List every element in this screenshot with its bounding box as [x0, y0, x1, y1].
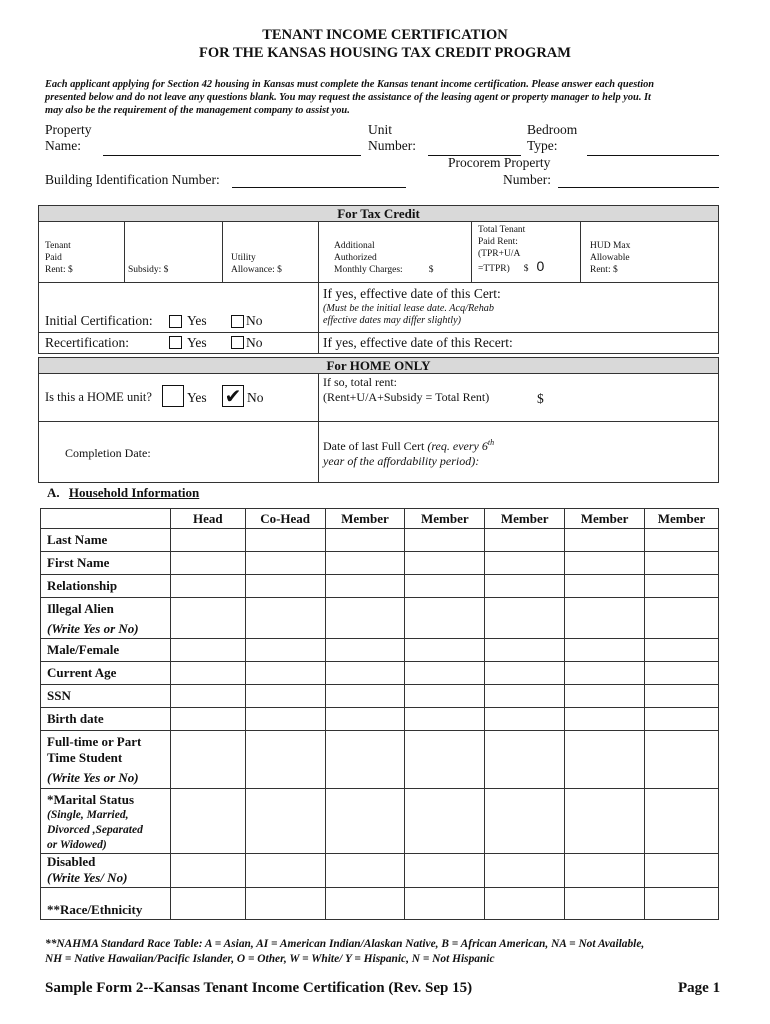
bedroom-type-field[interactable]	[587, 155, 719, 156]
household-cell[interactable]	[485, 731, 565, 789]
divider	[38, 421, 719, 422]
household-cell[interactable]	[325, 685, 405, 708]
row-label: **Race/Ethnicity	[41, 888, 171, 920]
table-row	[41, 639, 719, 662]
household-cell[interactable]	[645, 789, 719, 854]
section-title: Household Information	[68, 485, 200, 500]
note-line: (Must be the initial lease date. Acq/Rehab	[323, 303, 494, 314]
row-label-text: Time Student	[47, 750, 123, 765]
form-title-line1: TENANT INCOME CERTIFICATION	[262, 27, 508, 43]
column-header: Member	[405, 509, 485, 529]
label: Date of last Full Cert	[323, 439, 428, 453]
household-cell[interactable]	[645, 888, 719, 920]
household-cell[interactable]	[245, 552, 325, 575]
section-letter: A.	[47, 485, 60, 500]
label: Monthly Charges:	[334, 265, 403, 275]
household-cell[interactable]	[170, 854, 245, 888]
household-cell[interactable]	[170, 552, 245, 575]
hud-max-rent-field[interactable]	[590, 240, 630, 276]
household-cell[interactable]	[405, 575, 485, 598]
household-cell[interactable]	[485, 888, 565, 920]
label: Utility	[231, 253, 256, 263]
household-cell[interactable]	[565, 888, 645, 920]
row-label	[41, 598, 171, 639]
household-cell[interactable]	[170, 789, 245, 854]
household-cell[interactable]	[485, 662, 565, 685]
label-italic: (req. every 6	[427, 439, 488, 453]
column-header: Co-Head	[245, 509, 325, 529]
household-cell[interactable]	[245, 854, 325, 888]
household-cell[interactable]	[325, 789, 405, 854]
household-cell[interactable]	[245, 529, 325, 552]
home-unit-yes-checkbox[interactable]	[162, 385, 184, 407]
initial-cert-no-checkbox[interactable]	[231, 315, 244, 328]
home-total-rent-formula: (Rent+U/A+Subsidy = Total Rent)	[323, 390, 490, 404]
row-label-text: Full-time or Part	[47, 734, 142, 749]
divider	[38, 332, 719, 333]
initial-cert-yes-checkbox[interactable]	[169, 315, 182, 328]
column-header: Head	[170, 509, 245, 529]
household-table	[40, 508, 719, 920]
household-cell[interactable]	[565, 662, 645, 685]
household-cell[interactable]	[565, 685, 645, 708]
recert-no-checkbox[interactable]	[231, 336, 244, 349]
row-label-header	[41, 509, 171, 529]
household-cell[interactable]	[485, 708, 565, 731]
household-cell[interactable]	[485, 552, 565, 575]
household-cell[interactable]	[325, 598, 405, 639]
household-cell[interactable]	[245, 708, 325, 731]
household-cell[interactable]	[325, 552, 405, 575]
home-unit-no-checkbox[interactable]: ✔	[222, 385, 244, 407]
household-cell[interactable]	[565, 598, 645, 639]
household-cell[interactable]	[245, 598, 325, 639]
household-cell[interactable]	[485, 598, 565, 639]
household-cell[interactable]	[170, 685, 245, 708]
column-header: Member	[565, 509, 645, 529]
utility-allowance-field[interactable]	[231, 252, 282, 276]
additional-charges-field[interactable]	[334, 240, 433, 276]
tenant-paid-rent-field[interactable]	[45, 240, 73, 276]
label: Additional	[334, 241, 375, 251]
label: Total Tenant	[478, 225, 526, 235]
intro-line: presented below and do not leave any questions blank. You may request the assistance of the leasing agent or property manager to help you. It	[45, 92, 651, 103]
household-cell[interactable]	[485, 639, 565, 662]
row-label: Birth date	[41, 708, 171, 731]
initial-cert-no-label: No	[246, 313, 263, 328]
row-label-text: *Marital Status	[47, 792, 135, 807]
household-cell[interactable]	[405, 662, 485, 685]
household-cell[interactable]	[170, 529, 245, 552]
divider	[38, 282, 719, 283]
label: Tenant	[45, 241, 71, 251]
recert-label: Recertification:	[45, 335, 129, 350]
household-cell[interactable]	[565, 552, 645, 575]
household-cell[interactable]	[645, 708, 719, 731]
tax-credit-header: For Tax Credit	[38, 205, 719, 222]
recert-yes-checkbox[interactable]	[169, 336, 182, 349]
household-cell[interactable]	[245, 731, 325, 789]
procorem-label-2: Number:	[503, 172, 551, 187]
table-row	[41, 854, 719, 888]
household-cell[interactable]	[645, 575, 719, 598]
row-label-note: (Write Yes/ No)	[47, 870, 128, 885]
footnote-line: **NAHMA Standard Race Table: A = Asian, AI = American Indian/Alaskan Native, B = African American, NA = Not Available,	[45, 938, 645, 950]
column-header: Member	[645, 509, 719, 529]
recert-effective-date-label: If yes, effective date of this Recert:	[323, 335, 513, 350]
row-label: Relationship	[41, 575, 171, 598]
recert-no-label: No	[246, 335, 263, 350]
row-label-note: Divorced ,Separated	[47, 824, 143, 836]
household-cell[interactable]	[485, 789, 565, 854]
note-line: effective dates may differ slightly)	[323, 315, 462, 326]
household-cell[interactable]	[485, 685, 565, 708]
household-cell[interactable]	[170, 662, 245, 685]
unit-number-label-2: Number:	[368, 138, 416, 153]
column-header: Member	[485, 509, 565, 529]
row-label: Male/Female	[41, 639, 171, 662]
table-row	[41, 731, 719, 789]
household-cell[interactable]	[245, 685, 325, 708]
row-label-note: or Widowed)	[47, 839, 107, 851]
table-row	[41, 888, 719, 920]
row-label	[41, 731, 171, 789]
intro-line: Each applicant applying for Section 42 housing in Kansas must complete the Kansas tenant income certification. Please answer each question	[45, 79, 655, 90]
race-table-footnote	[45, 937, 735, 967]
household-cell[interactable]	[565, 529, 645, 552]
superscript: th	[487, 438, 495, 447]
household-cell[interactable]	[485, 854, 565, 888]
household-cell[interactable]	[645, 639, 719, 662]
form-footer-name: Sample Form 2--Kansas Tenant Income Certification (Rev. Sep 15)	[45, 980, 473, 996]
home-unit-question: Is this a HOME unit?	[45, 390, 152, 404]
procorem-label: Procorem Property	[448, 155, 551, 170]
household-cell[interactable]	[325, 662, 405, 685]
total-rent-value: 0	[536, 258, 545, 274]
label: Authorized	[334, 253, 377, 263]
household-cell[interactable]	[645, 552, 719, 575]
table-row	[41, 552, 719, 575]
column-header: Member	[325, 509, 405, 529]
bedroom-type-label-2: Type:	[527, 138, 558, 153]
household-cell[interactable]	[325, 708, 405, 731]
household-cell[interactable]	[405, 888, 485, 920]
cert-effective-note	[323, 303, 494, 327]
dollar-sign: $	[428, 265, 434, 275]
table-row	[41, 708, 719, 731]
household-cell[interactable]	[485, 575, 565, 598]
household-cell[interactable]	[645, 731, 719, 789]
household-cell[interactable]	[170, 598, 245, 639]
household-cell[interactable]	[325, 888, 405, 920]
household-cell[interactable]	[245, 888, 325, 920]
household-section-title	[47, 485, 199, 501]
completion-date-label: Completion Date:	[65, 446, 151, 460]
divider	[580, 221, 581, 282]
row-label	[41, 789, 171, 854]
row-label: SSN	[41, 685, 171, 708]
initial-cert-label: Initial Certification:	[45, 313, 153, 328]
bin-label: Building Identification Number:	[45, 172, 220, 187]
household-cell[interactable]	[565, 639, 645, 662]
household-cell[interactable]	[565, 708, 645, 731]
household-cell[interactable]	[405, 685, 485, 708]
household-cell[interactable]	[405, 708, 485, 731]
household-cell[interactable]	[325, 731, 405, 789]
property-name-label: Property	[45, 122, 92, 137]
household-cell[interactable]	[170, 888, 245, 920]
household-cell[interactable]	[405, 854, 485, 888]
row-label	[41, 854, 171, 888]
household-cell[interactable]	[405, 529, 485, 552]
home-total-rent-dollar[interactable]: $	[537, 391, 544, 406]
label: =TTPR)	[478, 264, 510, 274]
recert-yes-label: Yes	[187, 335, 207, 350]
household-cell[interactable]	[405, 639, 485, 662]
last-full-cert-label	[323, 438, 494, 454]
footnote-line: NH = Native Hawaiian/Pacific Islander, O = Other, W = White/ Y = Hispanic, N = Not Hispanic	[45, 953, 495, 965]
label: Allowable	[590, 253, 630, 263]
household-cell[interactable]	[405, 598, 485, 639]
divider	[124, 221, 125, 282]
row-label-text: Illegal Alien	[47, 601, 114, 616]
divider	[222, 221, 223, 282]
label: Allowance: $	[231, 265, 282, 275]
row-label-note: (Write Yes or No)	[47, 770, 139, 785]
household-cell[interactable]	[485, 529, 565, 552]
household-cell[interactable]	[325, 529, 405, 552]
label: Rent: $	[45, 265, 73, 275]
household-cell[interactable]	[405, 731, 485, 789]
row-label-text: Disabled	[47, 854, 96, 869]
label: HUD Max	[590, 241, 631, 251]
bin-field[interactable]	[232, 187, 406, 188]
household-cell[interactable]	[170, 575, 245, 598]
home-total-rent-label: If so, total rent:	[323, 375, 397, 389]
household-cell[interactable]	[565, 575, 645, 598]
household-cell[interactable]	[325, 575, 405, 598]
household-cell[interactable]	[245, 662, 325, 685]
last-full-cert-label-2: year of the affordability period):	[323, 454, 480, 468]
label: Paid	[45, 253, 62, 263]
initial-cert-yes-label: Yes	[187, 313, 207, 328]
household-cell[interactable]	[645, 854, 719, 888]
label: (TPR+U/A	[478, 249, 521, 259]
label: Paid Rent:	[478, 237, 518, 247]
divider	[318, 282, 319, 354]
label: Rent: $	[590, 265, 618, 275]
cert-effective-date-label: If yes, effective date of this Cert:	[323, 286, 501, 301]
property-name-field[interactable]	[103, 155, 361, 156]
total-tenant-paid-rent-field[interactable]	[478, 224, 544, 275]
household-cell[interactable]	[645, 685, 719, 708]
row-label-note: (Single, Married,	[47, 809, 129, 821]
intro-line: may also be the requirement of the management company to assist you.	[45, 105, 350, 116]
table-row	[41, 575, 719, 598]
table-row	[41, 598, 719, 639]
household-cell[interactable]	[405, 789, 485, 854]
home-unit-yes-label: Yes	[187, 390, 207, 405]
row-label: First Name	[41, 552, 171, 575]
household-cell[interactable]	[170, 708, 245, 731]
household-cell[interactable]	[645, 529, 719, 552]
household-cell[interactable]	[245, 639, 325, 662]
household-cell[interactable]	[170, 731, 245, 789]
household-cell[interactable]	[245, 789, 325, 854]
row-label-note: (Write Yes or No)	[47, 621, 139, 636]
home-unit-no-label: No	[247, 390, 264, 405]
property-name-label-2: Name:	[45, 138, 81, 153]
row-label: Current Age	[41, 662, 171, 685]
page-number: Page 1	[678, 980, 721, 996]
form-title-line2: FOR THE KANSAS HOUSING TAX CREDIT PROGRAM	[199, 45, 571, 61]
household-cell[interactable]	[565, 854, 645, 888]
divider	[318, 373, 319, 483]
table-row	[41, 662, 719, 685]
home-header: For HOME ONLY	[38, 357, 719, 374]
household-cell[interactable]	[645, 662, 719, 685]
household-cell[interactable]	[645, 598, 719, 639]
household-cell[interactable]	[565, 789, 645, 854]
table-row	[41, 789, 719, 854]
divider	[471, 221, 472, 282]
table-header-row	[41, 509, 719, 529]
subsidy-field[interactable]: Subsidy: $	[128, 265, 169, 275]
household-cell[interactable]	[325, 854, 405, 888]
table-row	[41, 685, 719, 708]
dollar-sign: $	[523, 264, 529, 274]
household-cell[interactable]	[325, 639, 405, 662]
household-cell[interactable]	[170, 639, 245, 662]
unit-number-label: Unit	[368, 122, 393, 137]
intro-paragraph	[45, 78, 735, 117]
household-cell[interactable]	[405, 552, 485, 575]
household-cell[interactable]	[245, 575, 325, 598]
household-cell[interactable]	[565, 731, 645, 789]
procorem-number-field[interactable]	[558, 187, 719, 188]
divider	[318, 221, 319, 282]
bedroom-type-label: Bedroom	[527, 122, 578, 137]
row-label: Last Name	[41, 529, 171, 552]
table-row	[41, 529, 719, 552]
